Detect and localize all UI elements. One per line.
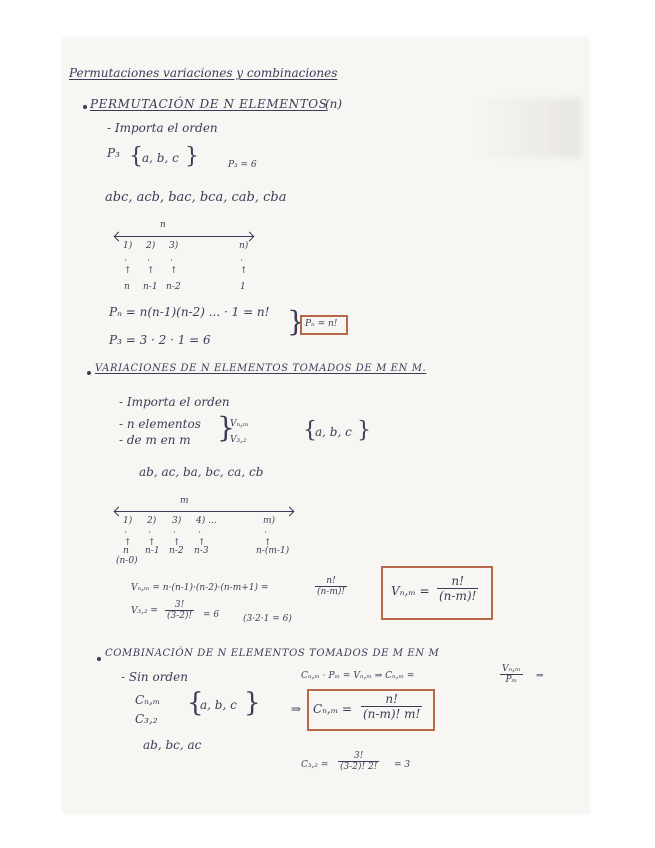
section-bullet bbox=[87, 371, 91, 375]
perm-slot: 1) bbox=[123, 241, 133, 251]
section-bullet bbox=[97, 657, 101, 661]
numerator: n! bbox=[437, 574, 478, 589]
comb-relation-fraction bbox=[500, 664, 523, 685]
numerator: 3! bbox=[165, 600, 194, 611]
comb-example-fraction bbox=[338, 751, 379, 772]
up-arrow-icon: ⋅ ↑ bbox=[173, 528, 181, 548]
left-brace: { bbox=[129, 144, 143, 169]
right-brace: } bbox=[244, 688, 261, 718]
var-extra: (n-0) bbox=[116, 556, 138, 566]
numerator: 3! bbox=[338, 751, 379, 762]
var-set: a, b, c bbox=[315, 425, 352, 439]
notebook-page bbox=[63, 38, 589, 813]
comb-set: a, b, c bbox=[200, 698, 237, 712]
left-brace: { bbox=[303, 418, 317, 443]
var-boxed-lhs: Vₙ,ₘ = bbox=[391, 584, 430, 598]
comb-boxed-lhs: Cₙ,ₘ = bbox=[313, 702, 353, 716]
perm-list: abc, acb, bac, bca, cab, cba bbox=[105, 190, 287, 205]
bleed-through-shadow bbox=[471, 98, 581, 158]
var-result-box bbox=[381, 566, 493, 620]
numerator: Vₙ,ₘ bbox=[502, 664, 521, 674]
var-count: n-2 bbox=[169, 546, 184, 556]
up-arrow-icon: ⋅ ↑ bbox=[240, 256, 248, 276]
var-list: ab, ac, ba, bc, ca, cb bbox=[139, 465, 264, 479]
var-slot: 4) ... bbox=[196, 516, 217, 526]
perm-count: n-1 bbox=[143, 282, 158, 292]
var-v32: V₃,₂ bbox=[230, 435, 247, 445]
numerator: n! bbox=[361, 692, 422, 707]
right-brace: } bbox=[287, 305, 305, 338]
var-vnm: Vₙ,ₘ bbox=[230, 419, 249, 429]
var-note: - Importa el orden bbox=[119, 395, 230, 409]
denominator: (n-m)! bbox=[317, 587, 346, 597]
perm-heading-n: (n) bbox=[325, 97, 343, 111]
var-slot: m) bbox=[263, 516, 276, 526]
up-arrow-icon: ⋅ ↑ bbox=[147, 256, 155, 276]
var-note: - de m en m bbox=[119, 433, 191, 447]
perm-boxed-formula: Pₙ = n! bbox=[305, 319, 338, 329]
denominator: (3-2)! 2! bbox=[340, 762, 378, 772]
var-count: n-1 bbox=[145, 546, 160, 556]
comb-list: ab, bc, ac bbox=[143, 738, 202, 752]
comb-heading: COMBINACIÓN DE N ELEMENTOS TOMADOS DE M EN M bbox=[105, 648, 440, 659]
var-note: - n elementos bbox=[119, 417, 201, 431]
var-example-rhs: = 6 bbox=[203, 610, 220, 620]
denominator: Pₘ bbox=[505, 675, 518, 685]
var-slot: 1) bbox=[123, 516, 133, 526]
perm-line-label: n bbox=[160, 220, 166, 230]
var-count: n-3 bbox=[194, 546, 209, 556]
var-line-label: m bbox=[180, 496, 189, 506]
up-arrow-icon: ⋅ ↑ bbox=[264, 528, 272, 548]
perm-count: n bbox=[124, 282, 130, 292]
perm-note: - Importa el orden bbox=[107, 121, 218, 135]
perm-slot: 3) bbox=[169, 241, 179, 251]
denominator: (3-2)! bbox=[167, 611, 193, 621]
var-range-arrow bbox=[115, 511, 293, 512]
denominator: (n-m)! m! bbox=[363, 707, 421, 721]
implies-arrow-icon: ⇒ bbox=[291, 702, 302, 716]
var-formula: Vₙ,ₘ = n·(n-1)·(n-2)·(n-m+1) = bbox=[131, 583, 269, 593]
perm-slot: 2) bbox=[146, 241, 156, 251]
var-slot: 2) bbox=[147, 516, 157, 526]
var-count: n-(m-1) bbox=[256, 546, 290, 556]
perm-example: P₃ = 3 · 2 · 1 = 6 bbox=[109, 333, 211, 347]
perm-range-arrow bbox=[115, 236, 253, 237]
right-brace: } bbox=[357, 418, 371, 443]
perm-set: a, b, c bbox=[142, 151, 179, 165]
perm-slot: n) bbox=[239, 241, 249, 251]
implies-arrow-icon: ⇒ bbox=[536, 671, 544, 681]
comb-boxed-fraction bbox=[361, 692, 422, 721]
var-formula-fraction bbox=[315, 576, 347, 597]
perm-count: 1 bbox=[240, 282, 246, 292]
numerator: n! bbox=[315, 576, 347, 587]
perm-result-box bbox=[300, 315, 348, 335]
perm-heading: PERMUTACIÓN DE N ELEMENTOS bbox=[90, 97, 328, 111]
perm-p3-value: P₃ = 6 bbox=[228, 160, 257, 170]
up-arrow-icon: ⋅ ↑ bbox=[170, 256, 178, 276]
up-arrow-icon: ⋅ ↑ bbox=[148, 528, 156, 548]
perm-p3-label: P₃ bbox=[107, 146, 120, 160]
section-bullet bbox=[83, 105, 87, 109]
denominator: (n-m)! bbox=[439, 589, 477, 603]
up-arrow-icon: ⋅ ↑ bbox=[198, 528, 206, 548]
up-arrow-icon: ⋅ ↑ bbox=[124, 256, 132, 276]
right-brace: } bbox=[185, 144, 199, 169]
var-count: n bbox=[123, 546, 129, 556]
var-heading: VARIACIONES DE N ELEMENTOS TOMADOS DE M EN M. bbox=[95, 363, 427, 374]
var-example-note: (3·2·1 = 6) bbox=[243, 614, 292, 624]
left-brace: { bbox=[187, 688, 204, 718]
comb-result-box bbox=[307, 689, 435, 731]
page-title: Permutaciones variaciones y combinaciones bbox=[69, 66, 338, 80]
comb-example-lhs: C₃,₂ = bbox=[301, 760, 329, 770]
right-brace: } bbox=[217, 411, 235, 444]
var-slot: 3) bbox=[172, 516, 182, 526]
perm-formula: Pₙ = n(n-1)(n-2) ... · 1 = n! bbox=[109, 305, 270, 319]
var-boxed-fraction bbox=[437, 574, 478, 603]
up-arrow-icon: ⋅ ↑ bbox=[124, 528, 132, 548]
comb-note: - Sin orden bbox=[121, 670, 188, 684]
perm-count: n-2 bbox=[166, 282, 181, 292]
var-example-lhs: V₃,₂ = bbox=[131, 606, 158, 616]
comb-relation: Cₙ,ₘ · Pₘ = Vₙ,ₘ ⇒ Cₙ,ₘ = bbox=[301, 671, 415, 681]
comb-c32: C₃,₂ bbox=[135, 712, 158, 726]
comb-example-rhs: = 3 bbox=[394, 760, 411, 770]
var-example-fraction bbox=[165, 600, 194, 621]
comb-cnm: Cₙ,ₘ bbox=[135, 693, 161, 707]
